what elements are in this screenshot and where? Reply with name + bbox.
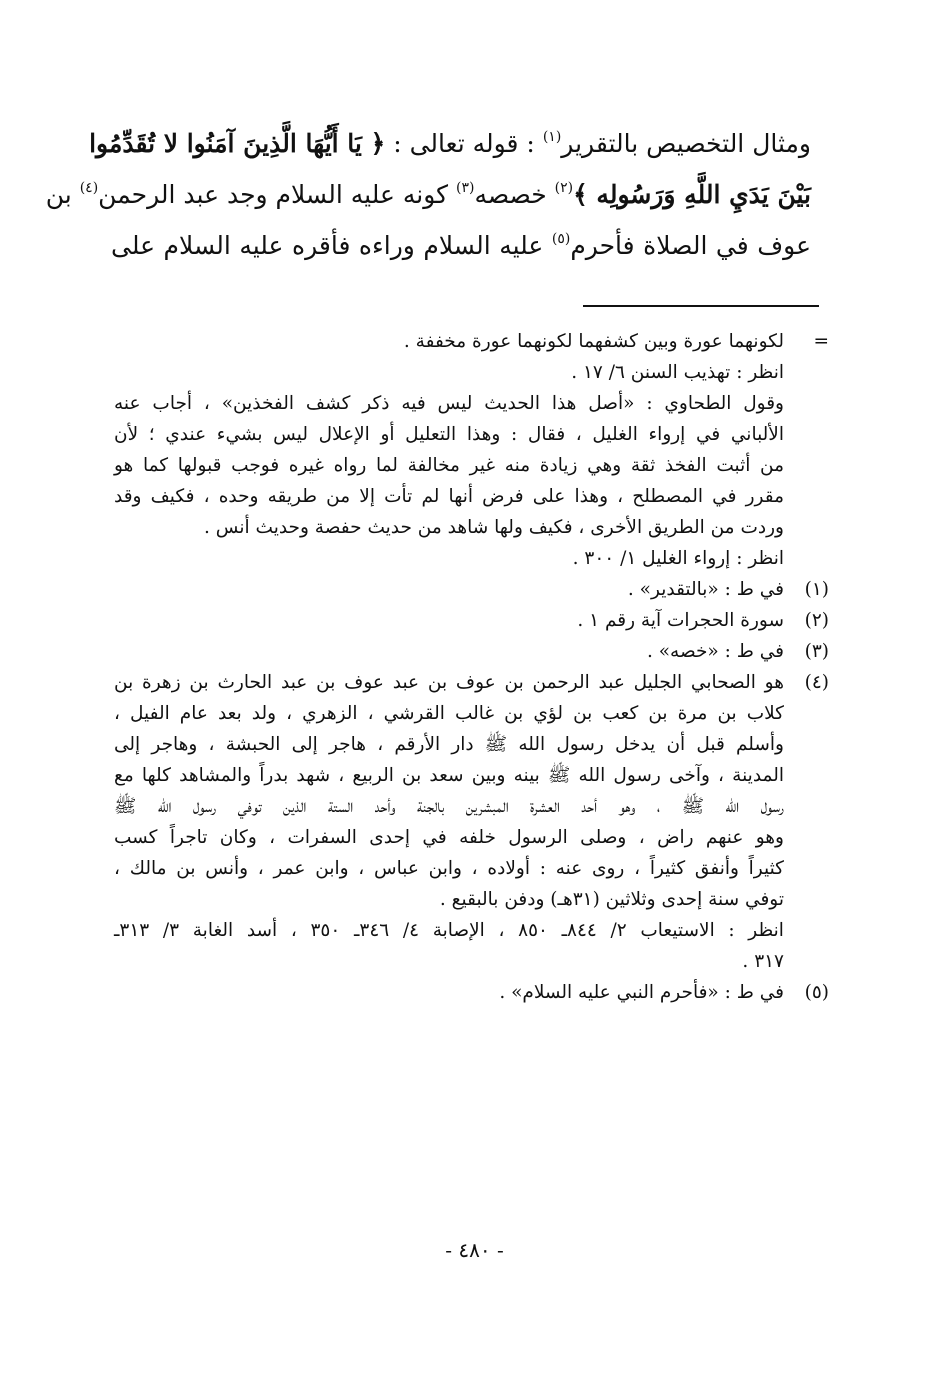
footnote-ref-5[interactable]: (٥) bbox=[551, 231, 571, 247]
footnote-ref-4[interactable]: (٤) bbox=[79, 180, 99, 196]
text-segment: بن bbox=[45, 180, 80, 209]
footnote-3 bbox=[114, 636, 829, 667]
text-segment: عليه السلام وراءه فأقره عليه السلام على bbox=[111, 231, 552, 260]
footnote-separator bbox=[583, 305, 819, 307]
main-line-1 bbox=[89, 118, 811, 169]
text-segment: كونه عليه السلام وجد عبد الرحمن bbox=[98, 180, 456, 209]
footnote-line: في ط : «بالتقدير» . bbox=[627, 579, 784, 600]
text-segment: ومثال التخصيص بالتقرير bbox=[561, 129, 811, 158]
footnote-line: في ط : «خصه» . bbox=[646, 641, 784, 662]
footnote-line: الألباني في إرواء الغليل ، فقال : وهذا التعليل أو الإعلال ليس بشيء عندي ؛ لأن bbox=[114, 424, 784, 445]
footnote-line: وأسلم قبل أن يدخل رسول الله ﷺ دار الأرقم ، هاجر إلى الحبشة ، وهاجر إلى bbox=[114, 734, 784, 755]
footnote-line: انظر : الاستيعاب ٢/ ٨٤٤ـ ٨٥٠ ، الإصابة ٤/ ٣٤٦ـ ٣٥٠ ، أسد الغابة ٣/ ٣١٣ـ bbox=[114, 920, 784, 941]
footnote-ref-2[interactable]: (٢) bbox=[554, 180, 574, 196]
footnote-line: مقرر في المصطلح ، وهذا على فرض أنها لم تأت إلا من طريقه وحده ، فكيف وقد bbox=[114, 486, 784, 507]
footnote-1 bbox=[114, 574, 829, 605]
footnote-number: (١) bbox=[804, 579, 829, 600]
footnote-4 bbox=[114, 667, 829, 977]
footnotes-section bbox=[114, 326, 829, 1008]
footnote-ref-1[interactable]: (١) bbox=[542, 129, 562, 145]
page-number: - ٤٨٠ - bbox=[445, 1238, 504, 1262]
text-segment: : قوله تعالى : bbox=[385, 129, 543, 158]
footnote-number: (٢) bbox=[804, 610, 829, 631]
footnote-5 bbox=[114, 977, 829, 1008]
footnote-2 bbox=[114, 605, 829, 636]
footnote-line: كلاب بن مرة بن كعب بن لؤي بن غالب القرشي ، الزهري ، ولد بعد عام الفيل ، bbox=[114, 703, 784, 724]
footnote-line: المدينة ، وآخى رسول الله ﷺ بينه وبين سعد بن الربيع ، شهد بدراً والمشاهد كلها مع bbox=[114, 765, 784, 786]
footnote-number: (٤) bbox=[804, 672, 829, 693]
footnote-line: سورة الحجرات آية رقم ١ . bbox=[577, 610, 784, 631]
footnote-line: ٣١٧ . bbox=[742, 951, 784, 972]
footnote-line: كثيراً وأنفق كثيراً ، روى عنه : أولاده ، وابن عباس ، وابن عمر ، وأنس بن مالك ، bbox=[114, 858, 784, 879]
continuation-mark: = bbox=[813, 331, 829, 352]
footnote-line: لكونهما عورة وبين كشفهما لكونهما عورة مخففة . bbox=[403, 331, 784, 352]
footnote-line: وردت من الطريق الأخرى ، فكيف ولها شاهد من حديث حفصة وحديث أنس . bbox=[204, 517, 784, 538]
footnote-line: هو الصحابي الجليل عبد الرحمن بن عوف بن عبد عوف بن عبد الحارث بن زهرة بن bbox=[114, 672, 784, 693]
footnote-number: (٣) bbox=[804, 641, 829, 662]
footnote-number: (٥) bbox=[804, 982, 829, 1003]
footnote-line: وقول الطحاوي : «أصل هذا الحديث ليس فيه ذكر كشف الفخذين» ، أجاب عنه bbox=[114, 393, 784, 414]
quran-verse: ﴿ يَا أَيُّهَا الَّذِينَ آمَنُوا لا تُقَدِّمُوا bbox=[89, 129, 386, 158]
footnote-line: انظر : إرواء الغليل ١/ ٣٠٠ . bbox=[572, 548, 784, 569]
footnote-ref-3[interactable]: (٣) bbox=[455, 180, 475, 196]
footnote-line: في ط : «فأحرم النبي عليه السلام» . bbox=[499, 982, 784, 1003]
footnote-line: رسول الله ﷺ ، وهو أحد العشرة المبشرين بالجنة وأحد الستة الذين توفي رسول الله ﷺ bbox=[114, 796, 784, 817]
footnote-line: توفي سنة إحدى وثلاثين (٣١هـ) ودفن بالبقيع . bbox=[439, 889, 784, 910]
footnote-line: من أثبت الفخذ ثقة وهي زيادة منه غير مخالفة لما رواه غيره فوجب قبولها كما هو bbox=[114, 455, 784, 476]
text-segment: خصصه bbox=[474, 180, 555, 209]
footnote-line: انظر : تهذيب السنن ٦/ ١٧ . bbox=[571, 362, 784, 383]
text-segment: عوف في الصلاة فأحرم bbox=[570, 231, 811, 260]
quran-verse: بَيْنَ يَدَيِ اللَّهِ وَرَسُولِه ﴾ bbox=[573, 180, 811, 209]
main-body-text bbox=[45, 118, 811, 271]
main-line-3 bbox=[111, 220, 811, 271]
main-line-2 bbox=[45, 169, 811, 220]
footnote-line: وهو عنهم راض ، وصلى الرسول خلفه في إحدى السفرات ، وكان تاجراً كسب bbox=[114, 827, 784, 848]
footnote-continuation bbox=[114, 326, 829, 574]
